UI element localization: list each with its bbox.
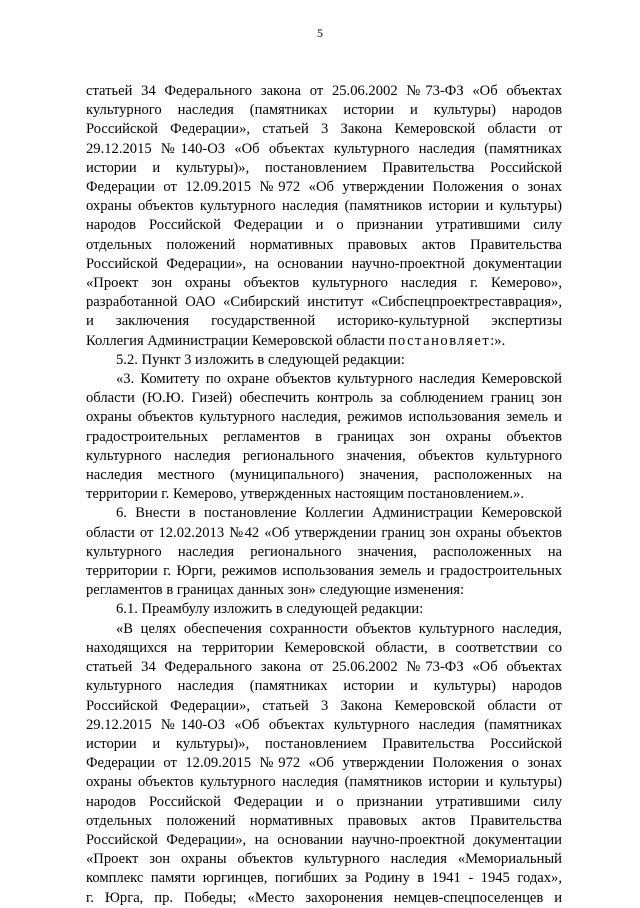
text-line: «В целях обеспечения сохранности объектов культурного наследия, [116, 620, 562, 637]
text-line: территории г. Кемерово, утвержденных настоящим постановлением.». [86, 486, 524, 503]
text-line: охраны объектов культурного наследия (памятников истории и культуры) [86, 774, 562, 791]
text-line: находящихся на территории Кемеровской области, в соответствии со [86, 639, 562, 656]
text-line-decree [86, 332, 562, 351]
text-line: градостроительных регламентов в границах зон охраны объектов [86, 428, 562, 445]
text-line: и заключения государственной историко-культурной экспертизы [86, 313, 562, 330]
paragraph-item-6-1 [86, 600, 562, 619]
paragraph-item-3-text [86, 370, 562, 504]
text-line: разработанной ОАО «Сибирский институт «Сибспецпроектреставрация», [86, 294, 562, 311]
paragraph-new-preamble [86, 620, 562, 908]
page-number: 5 [317, 26, 323, 40]
decree-suffix: :». [490, 332, 506, 349]
text-line: отдельных положений нормативных правовых актов Правительства [86, 236, 562, 253]
paragraph-item-6 [86, 504, 562, 600]
text-line: 6.1. Преамбулу изложить в следующей редакции: [116, 601, 424, 618]
text-line: истории и культуры)», постановлением Правительства Российской [86, 159, 562, 176]
text-line: Российской Федерации», статьей 3 Закона Кемеровской области от [86, 121, 562, 138]
text-line: Федерации от 12.09.2015 №972 «Об утверждении Положения о зонах [86, 179, 562, 196]
text-line: территории г. Юрги, режимов использования земель и градостроительных [86, 563, 562, 580]
text-line: народов Российской Федерации и о признании утратившими силу [86, 793, 562, 810]
text-line: 6. Внести в постановление Коллегии Администрации Кемеровской [116, 505, 562, 522]
text-line: области (Ю.Ю. Гизей) обеспечить контроль за соблюдением границ зон [86, 390, 562, 407]
text-line: наследия местного (муниципального) значения, расположенных на [86, 467, 562, 484]
text-line: статьей 34 Федерального закона от 25.06.2002 №73-ФЗ «Об объектах [86, 83, 562, 99]
text-line: регламентов в границах данных зон» следующие изменения: [86, 582, 465, 599]
text-line: 29.12.2015 №140-ОЗ «Об объектах культурного наследия (памятниках [86, 716, 562, 733]
paragraph-preamble-continuation [86, 82, 562, 351]
text-line: истории и культуры)», постановлением Правительства Российской [86, 735, 562, 752]
text-line: г. Юрга, пр. Победы; «Место захоронения немцев-спецпоселенцев и [86, 889, 562, 906]
text-line: статьей 34 Федерального закона от 25.06.2002 №73-ФЗ «Об объектах [86, 659, 562, 676]
text-line: «Проект зон охраны объектов культурного наследия г. Кемерово», [86, 275, 562, 292]
text-line: Российской Федерации», статьей 3 Закона Кемеровской области от [86, 697, 562, 714]
text-line: культурного наследия регионального значения, объектов культурного [86, 447, 562, 464]
text-line: культурного наследия регионального значения, расположенных на [86, 543, 562, 560]
text-line: охраны объектов культурного наследия, режимов использования земель и [86, 409, 562, 426]
document-body [86, 82, 562, 908]
text-line: Российской Федерации», на основании научно-проектной документации [86, 255, 562, 272]
text-line: культурного наследия (памятниках истории и культуры) народов [86, 102, 562, 119]
text-line: отдельных положений нормативных правовых актов Правительства [86, 812, 562, 829]
text-line: охраны объектов культурного наследия (памятников истории и культуры) [86, 198, 562, 215]
text-line: Российской Федерации», на основании научно-проектной документации [86, 831, 562, 848]
decree-word: постановляет [388, 332, 491, 349]
text-line: «3. Комитету по охране объектов культурного наследия Кемеровской [116, 371, 562, 388]
decree-prefix: Коллегия Администрации Кемеровской области [86, 332, 389, 349]
paragraph-item-5-2 [86, 351, 562, 370]
text-line: 5.2. Пункт 3 изложить в следующей редакции: [116, 351, 405, 368]
text-line: 29.12.2015 №140-ОЗ «Об объектах культурного наследия (памятниках [86, 140, 562, 157]
text-line: «Проект зон охраны объектов культурного наследия «Мемориальный [86, 851, 562, 868]
text-line: культурного наследия (памятниках истории и культуры) народов [86, 678, 562, 695]
text-line: народов Российской Федерации и о признании утратившими силу [86, 217, 562, 234]
text-line: комплекс памяти юргинцев, погибших за Родину в 1941 - 1945 годах», [86, 870, 562, 887]
text-line: области от 12.02.2013 №42 «Об утверждении границ зон охраны объектов [86, 524, 562, 541]
text-line: Федерации от 12.09.2015 №972 «Об утверждении Положения о зонах [86, 755, 562, 772]
